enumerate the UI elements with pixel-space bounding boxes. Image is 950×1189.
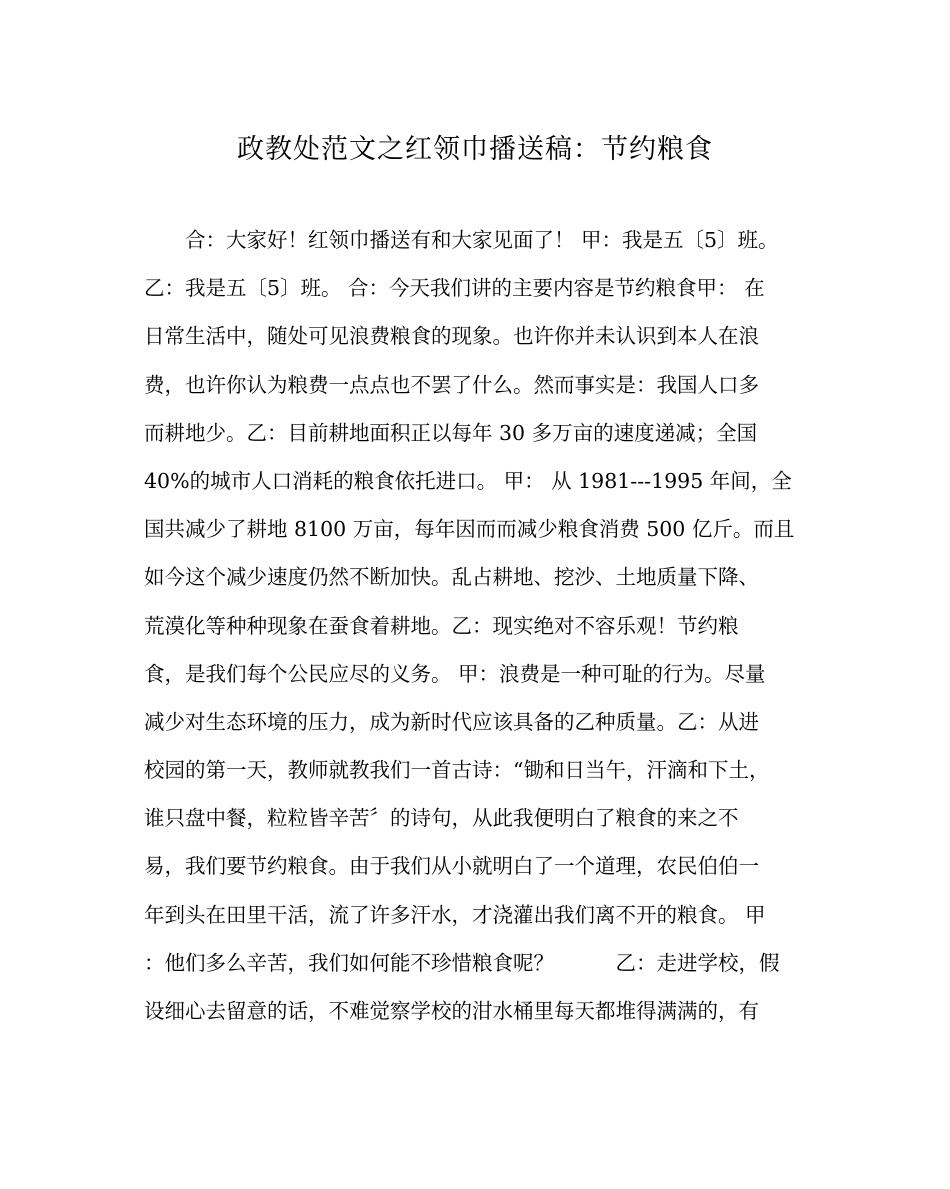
body-line: 日常生活中，随处可见浪费粮食的现象。也许你并未认识到本人在浪 (144, 324, 759, 349)
body-line: 费，也许你认为粮费一点点也不罢了什么。然而事实是：我国人口多 (144, 372, 759, 397)
document-title: 政教处范文之红领巾播送稿：节约粮食 (237, 134, 713, 165)
body-line: 乙：我是五〔5〕班。 合：今天我们讲的主要内容是节约粮食甲： 在 (144, 276, 765, 301)
body-line: 谁只盘中餐，粒粒皆辛苦〞的诗句，从此我便明白了粮食的来之不 (144, 806, 739, 831)
document-body (144, 216, 814, 1035)
body-line: 食，是我们每个公民应尽的义务。 甲：浪费是一种可耻的行为。尽量 (144, 661, 766, 686)
body-line: 国共减少了耕地 8100 万亩，每年因而而减少粮食消费 500 亿斤。而且 (144, 517, 795, 542)
body-line: 年到头在田里干活，流了许多汗水，才浇灌出我们离不开的粮食。 甲 (144, 902, 766, 927)
body-line: 易，我们要节约粮食。由于我们从小就明白了一个道理，农民伯伯一 (144, 854, 759, 879)
body-line: 荒漠化等种种现象在蚕食着耕地。乙：现实绝对不容乐观！节约粮 (144, 613, 739, 638)
body-line: ：他们多么辛苦，我们如何能不珍惜粮食呢？ 乙：走进学校，假 (144, 950, 780, 975)
body-line: 合：大家好！红领巾播送有和大家见面了！ 甲：我是五〔5〕班。 (144, 228, 779, 252)
body-line: 而耕地少。乙：目前耕地面积正以每年 30 多万亩的速度递减；全国 (144, 420, 758, 445)
body-line: 校园的第一天，教师就教我们一首古诗：“锄和日当午，汗滴和下土， (144, 758, 770, 783)
body-line: 40%的城市人口消耗的粮食依托进口。 甲： 从 1981---1995 年间，全 (144, 468, 792, 493)
body-line: 设细心去留意的话，不难觉察学校的泔水桶里每天都堆得满满的，有 (144, 999, 759, 1023)
body-line: 如今这个减少速度仍然不断加快。乱占耕地、挖沙、土地质量下降、 (144, 565, 759, 590)
body-line: 减少对生态环境的压力，成为新时代应该具备的乙种质量。乙：从进 (144, 709, 759, 734)
